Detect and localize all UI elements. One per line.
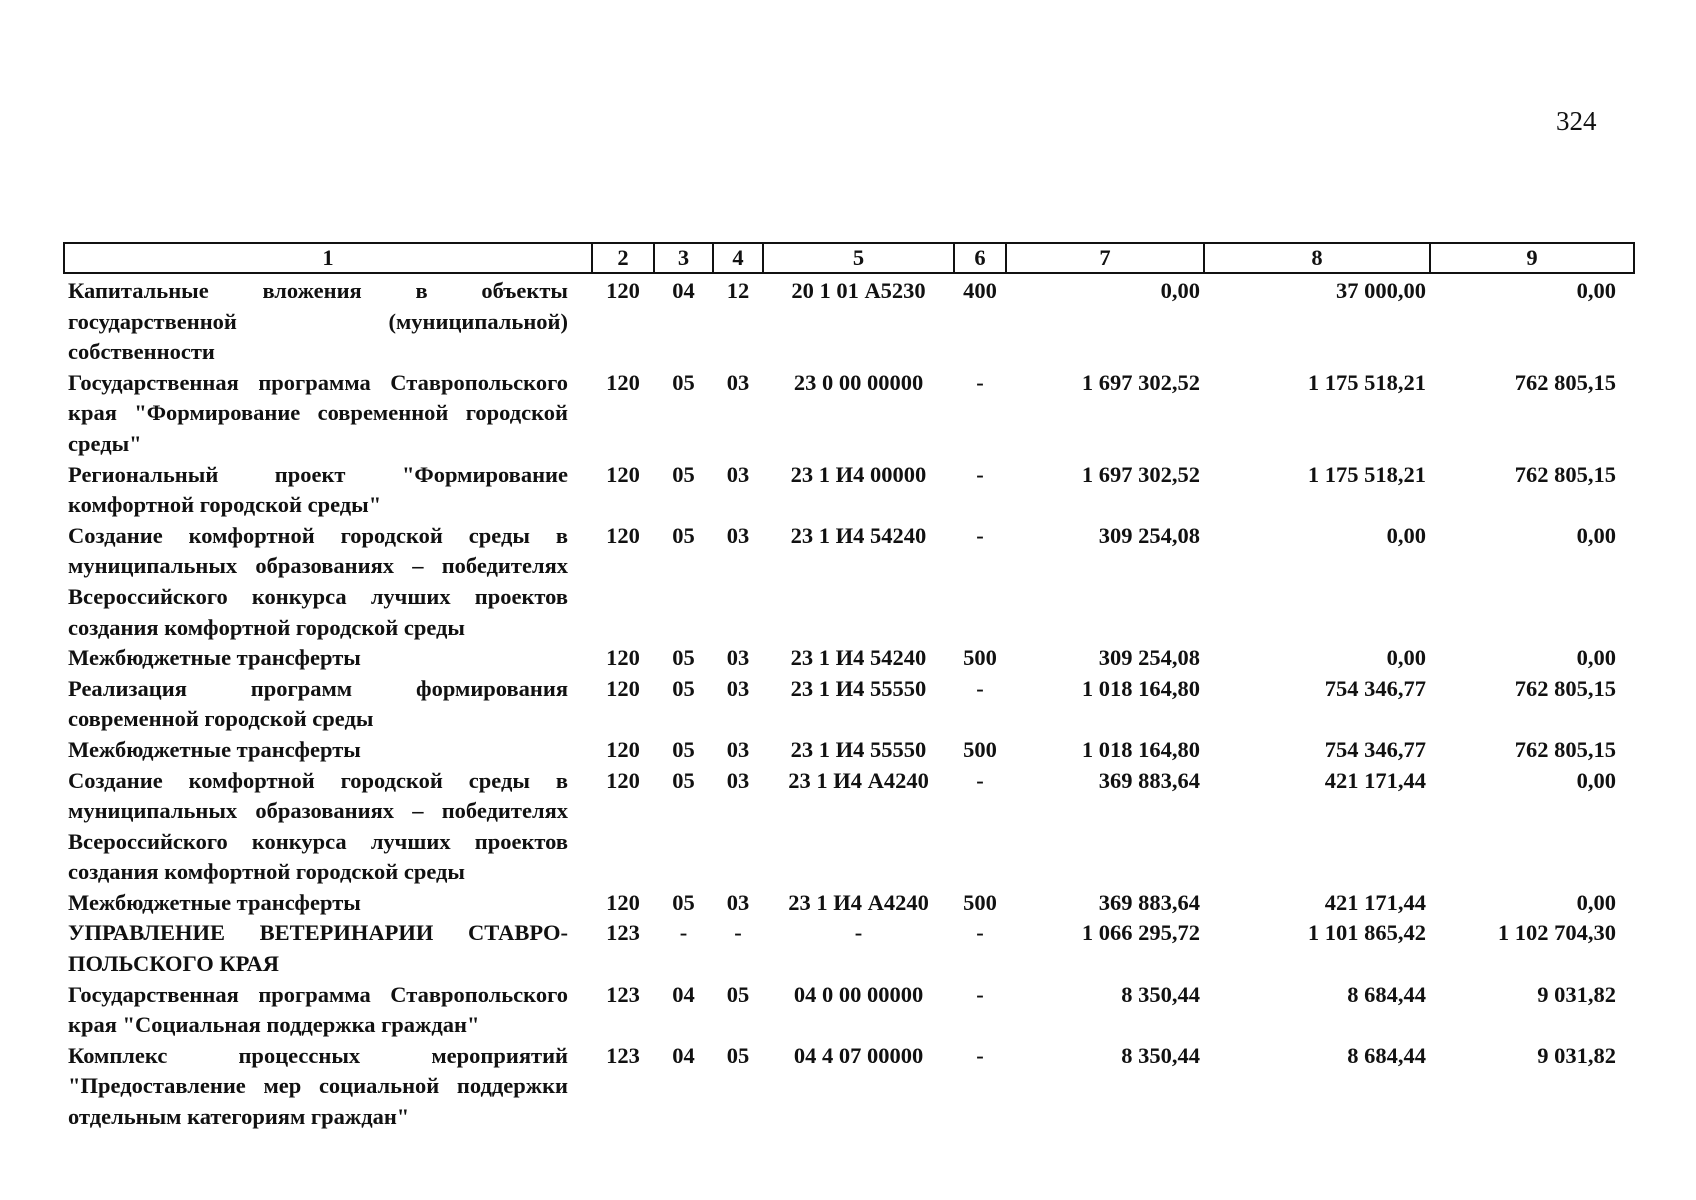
table-row bbox=[64, 460, 1634, 521]
amount-col-8-cell: 421 171,44 bbox=[1324, 889, 1426, 915]
target-article-code-cell: 23 1 И4 54240 bbox=[790, 645, 927, 671]
expense-type-code-cell: - bbox=[976, 981, 984, 1007]
amount-col-7-cell: 1 697 302,52 bbox=[1081, 369, 1200, 395]
subsection-code-cell: 05 bbox=[726, 981, 750, 1007]
amount-col-7-cell: 1 697 302,52 bbox=[1081, 461, 1200, 487]
section-code-cell: - bbox=[679, 920, 688, 946]
table-row bbox=[64, 888, 1634, 919]
table-row bbox=[64, 273, 1634, 368]
table-row bbox=[64, 918, 1634, 979]
amount-col-9-cell: 9 031,82 bbox=[1537, 1042, 1616, 1068]
admin-code-cell: 120 bbox=[606, 522, 640, 548]
target-article-code-cell: 04 4 07 00000 bbox=[793, 1042, 924, 1068]
expense-type-code-cell: - bbox=[976, 920, 984, 946]
amount-col-8-cell: 8 684,44 bbox=[1347, 981, 1426, 1007]
amount-col-7-cell: 0,00 bbox=[1160, 278, 1200, 303]
admin-code-cell: 123 bbox=[606, 920, 640, 946]
table-row bbox=[64, 674, 1634, 735]
section-code-cell: 04 bbox=[672, 1042, 695, 1068]
subsection-code-cell: 03 bbox=[726, 736, 750, 762]
table-row bbox=[64, 368, 1634, 460]
amount-col-9-cell: 0,00 bbox=[1576, 767, 1616, 793]
expense-type-code-cell: 500 bbox=[963, 889, 997, 915]
item-name-cell: Реализация программ формирования современной городской среды bbox=[68, 675, 568, 732]
expense-type-code-cell: 500 bbox=[963, 736, 997, 762]
section-code-cell: 04 bbox=[672, 278, 695, 303]
subsection-code-cell: 12 bbox=[726, 278, 750, 303]
amount-col-7-cell: 369 883,64 bbox=[1098, 889, 1200, 915]
admin-code-cell: 120 bbox=[606, 675, 640, 701]
header-cell-2: 2 bbox=[592, 243, 654, 273]
target-article-code-cell: 20 1 01 А5230 bbox=[791, 278, 926, 303]
budget-table bbox=[63, 242, 1635, 1133]
target-article-code-cell: 23 1 И4 А4240 bbox=[788, 767, 929, 793]
admin-code-cell: 120 bbox=[606, 369, 640, 395]
expense-type-code-cell: - bbox=[976, 461, 984, 487]
header-cell-4: 4 bbox=[713, 243, 763, 273]
item-name-cell: Межбюджетные трансферты bbox=[68, 645, 361, 671]
item-name-cell: Капитальные вложения в объекты государственной (муниципальной) собственности bbox=[68, 278, 568, 365]
amount-col-8-cell: 1 101 865,42 bbox=[1307, 920, 1426, 946]
item-name-cell: Создание комфортной городской среды в муниципальных образованиях – победителях Всероссийского конкурса лучших проектов создания комфортной городской среды bbox=[68, 522, 568, 640]
expense-type-code-cell: 500 bbox=[963, 645, 997, 671]
amount-col-9-cell: 762 805,15 bbox=[1514, 675, 1616, 701]
table-row bbox=[64, 521, 1634, 643]
header-cell-5: 5 bbox=[763, 243, 954, 273]
expense-type-code-cell: - bbox=[976, 1042, 984, 1068]
amount-col-7-cell: 8 350,44 bbox=[1121, 1042, 1200, 1068]
amount-col-7-cell: 1 066 295,72 bbox=[1081, 920, 1200, 946]
item-name-cell: Межбюджетные трансферты bbox=[68, 889, 361, 915]
target-article-code-cell: 23 1 И4 55550 bbox=[790, 675, 927, 701]
expense-type-code-cell: - bbox=[976, 522, 984, 548]
admin-code-cell: 120 bbox=[606, 278, 640, 303]
subsection-code-cell: 03 bbox=[726, 645, 750, 671]
target-article-code-cell: 23 1 И4 00000 bbox=[790, 461, 927, 487]
admin-code-cell: 120 bbox=[606, 461, 640, 487]
table-body bbox=[64, 273, 1634, 1133]
header-cell-3: 3 bbox=[654, 243, 713, 273]
header-cell-8: 8 bbox=[1204, 243, 1430, 273]
target-article-code-cell: - bbox=[854, 920, 863, 946]
expense-type-code-cell: - bbox=[976, 767, 984, 793]
subsection-code-cell: 03 bbox=[726, 369, 750, 395]
target-article-code-cell: 23 1 И4 55550 bbox=[790, 736, 927, 762]
header-row bbox=[64, 243, 1634, 273]
amount-col-8-cell: 37 000,00 bbox=[1336, 278, 1426, 303]
item-name-cell: Государственная программа Ставропольского края "Формирование современной городской среды" bbox=[68, 369, 568, 456]
amount-col-9-cell: 762 805,15 bbox=[1514, 736, 1616, 762]
admin-code-cell: 120 bbox=[606, 736, 640, 762]
amount-col-7-cell: 8 350,44 bbox=[1121, 981, 1200, 1007]
section-code-cell: 05 bbox=[672, 645, 695, 671]
item-name-cell: Создание комфортной городской среды в муниципальных образованиях – победителях Всероссийского конкурса лучших проектов создания комфортной городской среды bbox=[68, 767, 568, 885]
table-row bbox=[64, 766, 1634, 888]
section-code-cell: 05 bbox=[672, 889, 695, 915]
section-code-cell: 05 bbox=[672, 369, 695, 395]
table-row bbox=[64, 1041, 1634, 1133]
amount-col-9-cell: 1 102 704,30 bbox=[1497, 920, 1616, 946]
admin-code-cell: 120 bbox=[606, 767, 640, 793]
page-number: 324 bbox=[1556, 106, 1597, 136]
admin-code-cell: 120 bbox=[606, 645, 640, 671]
expense-type-code-cell: 400 bbox=[963, 278, 997, 303]
amount-col-9-cell: 0,00 bbox=[1576, 645, 1616, 671]
amount-col-8-cell: 0,00 bbox=[1386, 522, 1426, 548]
amount-col-7-cell: 1 018 164,80 bbox=[1081, 736, 1200, 762]
item-name-cell: Государственная программа Ставропольского края "Социальная поддержка граждан" bbox=[68, 981, 568, 1038]
subsection-code-cell: 03 bbox=[726, 767, 750, 793]
amount-col-7-cell: 309 254,08 bbox=[1098, 645, 1200, 671]
expense-type-code-cell: - bbox=[976, 369, 984, 395]
amount-col-8-cell: 754 346,77 bbox=[1324, 736, 1426, 762]
subsection-code-cell: 03 bbox=[726, 522, 750, 548]
amount-col-8-cell: 421 171,44 bbox=[1324, 767, 1426, 793]
subsection-code-cell: 03 bbox=[726, 461, 750, 487]
item-name-cell: УПРАВЛЕНИЕ ВЕТЕРИНАРИИ СТАВРО-ПОЛЬСКОГО КРАЯ bbox=[68, 920, 568, 977]
amount-col-8-cell: 0,00 bbox=[1386, 645, 1426, 671]
admin-code-cell: 120 bbox=[606, 889, 640, 915]
admin-code-cell: 123 bbox=[606, 1042, 640, 1068]
target-article-code-cell: 04 0 00 00000 bbox=[793, 981, 924, 1007]
amount-col-8-cell: 8 684,44 bbox=[1347, 1042, 1426, 1068]
target-article-code-cell: 23 0 00 00000 bbox=[793, 369, 924, 395]
subsection-code-cell: 05 bbox=[726, 1042, 750, 1068]
table-row bbox=[64, 735, 1634, 766]
amount-col-7-cell: 1 018 164,80 bbox=[1081, 675, 1200, 701]
amount-col-8-cell: 1 175 518,21 bbox=[1307, 461, 1426, 487]
amount-col-7-cell: 369 883,64 bbox=[1098, 767, 1200, 793]
header-cell-7: 7 bbox=[1006, 243, 1204, 273]
section-code-cell: 05 bbox=[672, 736, 695, 762]
section-code-cell: 05 bbox=[672, 767, 695, 793]
expense-type-code-cell: - bbox=[976, 675, 984, 701]
section-code-cell: 05 bbox=[672, 675, 695, 701]
table-row bbox=[64, 980, 1634, 1041]
header-cell-9: 9 bbox=[1430, 243, 1634, 273]
table-row bbox=[64, 643, 1634, 674]
section-code-cell: 04 bbox=[672, 981, 695, 1007]
amount-col-9-cell: 762 805,15 bbox=[1514, 369, 1616, 395]
header-cell-6: 6 bbox=[954, 243, 1006, 273]
amount-col-8-cell: 754 346,77 bbox=[1324, 675, 1426, 701]
admin-code-cell: 123 bbox=[606, 981, 640, 1007]
target-article-code-cell: 23 1 И4 54240 bbox=[790, 522, 927, 548]
section-code-cell: 05 bbox=[672, 461, 695, 487]
subsection-code-cell: - bbox=[734, 920, 742, 946]
amount-col-9-cell: 0,00 bbox=[1576, 278, 1616, 303]
item-name-cell: Комплекс процессных мероприятий "Предоставление мер социальной поддержки отдельным категориям граждан" bbox=[68, 1042, 568, 1130]
amount-col-8-cell: 1 175 518,21 bbox=[1307, 369, 1426, 395]
amount-col-9-cell: 762 805,15 bbox=[1514, 461, 1616, 487]
amount-col-7-cell: 309 254,08 bbox=[1098, 522, 1200, 548]
target-article-code-cell: 23 1 И4 А4240 bbox=[788, 889, 929, 915]
item-name-cell: Региональный проект "Формирование комфортной городской среды" bbox=[68, 461, 568, 518]
section-code-cell: 05 bbox=[672, 522, 695, 548]
header-cell-1: 1 bbox=[64, 243, 592, 273]
amount-col-9-cell: 9 031,82 bbox=[1537, 981, 1616, 1007]
subsection-code-cell: 03 bbox=[726, 889, 750, 915]
amount-col-9-cell: 0,00 bbox=[1576, 889, 1616, 915]
item-name-cell: Межбюджетные трансферты bbox=[68, 736, 361, 762]
subsection-code-cell: 03 bbox=[726, 675, 750, 701]
amount-col-9-cell: 0,00 bbox=[1576, 522, 1616, 548]
